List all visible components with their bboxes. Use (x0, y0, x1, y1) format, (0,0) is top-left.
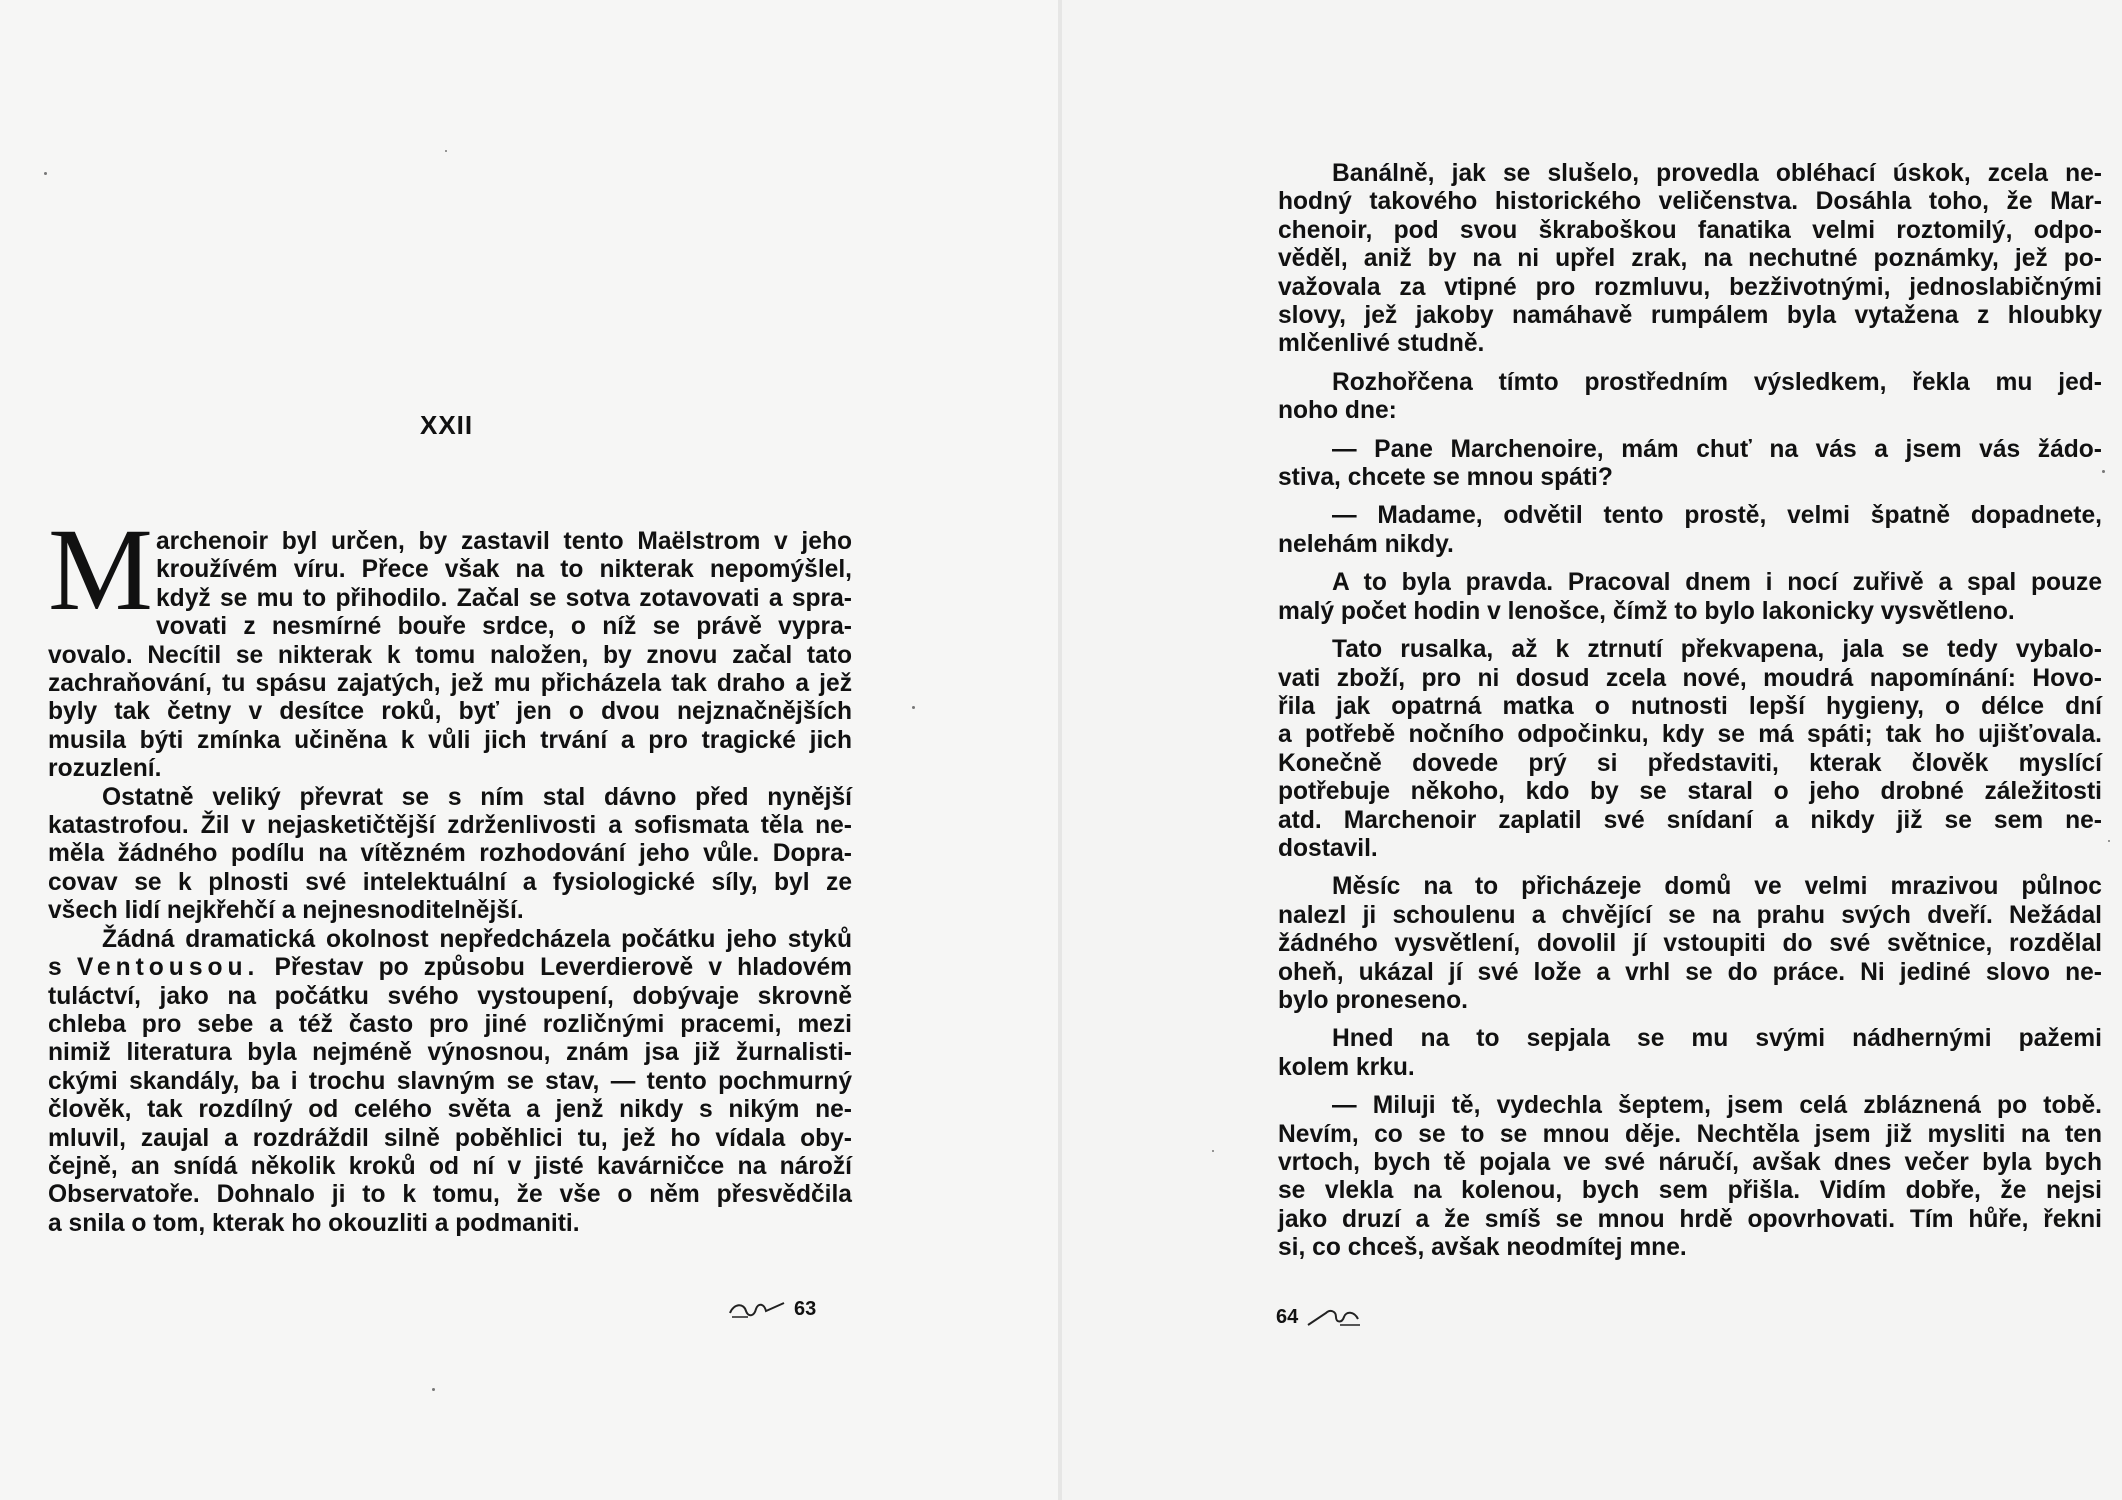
text-line: stiva, chcete se mnou spáti? (1278, 464, 1613, 492)
text-line: katastrofou. Žil v nejasketičtější zdrženlivosti a sofismata těla ne- (48, 812, 852, 840)
text-line: měla žádného podílu na vítězném rozhodování jeho vůle. Dopra- (48, 840, 852, 868)
text-fragment: s (48, 954, 77, 982)
text-line: vovati z nesmírné bouře srdce, o níž se právě vypra- (156, 613, 852, 641)
text-line: mluvil, zaujal a rozdráždil silně poběhlici tu, jež ho vídala oby- (48, 1124, 852, 1152)
text-line: Hned na to sepjala se mu svými nádhernými pažemi (1332, 1025, 2102, 1053)
text-line: covav se k plnosti své intelektuální a fysiologické síly, byl ze (48, 868, 852, 896)
text-line: si, co chceš, avšak neodmítej mne. (1278, 1234, 1687, 1262)
text-line: dostavil. (1278, 834, 1378, 862)
text-line: oheň, ukázal jí své lože a vrhl se do práce. Ni jediné slovo ne- (1278, 958, 2102, 986)
right-paragraph (1278, 569, 2102, 626)
right-paragraph (1278, 873, 2102, 1015)
text-line: chenoir, pod svou škraboškou fanatika velmi roztomilý, odpo- (1278, 216, 2102, 244)
chapter-heading: XXII (420, 410, 474, 440)
ornament-icon (728, 1299, 788, 1321)
text-line: musila býti zmínka učiněna k vůli jich trvání a pro tragické jich (48, 726, 852, 754)
text-line: vovalo. Necítil se nikterak k tomu naložen, by znovu začal tato (48, 641, 852, 669)
text-line: rozuzlení. (48, 755, 162, 783)
text-line: mlčenlivé studně. (1278, 330, 1485, 358)
text-line: a potřebě nočního odpočinku, kdy se má spáti; tak ho ujišťovala. (1278, 721, 2102, 749)
text-line: nimiž literatura byla nejméně výnosnou, znám jsa již žurnalisti- (48, 1039, 852, 1067)
text-line: Rozhořčena tímto prostředním výsledkem, řekla mu jed- (1332, 368, 2102, 396)
text-line: ckými skandály, ba i trochu slavným se stav, — tento pochmurný (48, 1067, 852, 1095)
text-fragment: Přestav po způsobu Leverdierově v hladovém (259, 954, 852, 982)
text-line: tuláctví, jako na počátku svého vystoupení, dobývaje skrovně (48, 982, 852, 1010)
text-line: zachraňování, tu spásu zajatých, jež mu přicházela tak draho a jež (48, 670, 852, 698)
text-line: Nevím, co se to se mnou děje. Nechtěla jsem již mysliti na ten (1278, 1120, 2102, 1148)
text-line: — Madame, odvětil tento prostě, velmi špatně dopadnete, (1332, 502, 2102, 530)
text-line: atd. Marchenoir zaplatil své snídaní a nikdy již se sem ne- (1278, 806, 2102, 834)
text-line: Konečně dovede prý si představiti, kterak člověk myslící (1278, 749, 2102, 777)
text-line: kroužívém víru. Přece však na to nikterak nepomýšlel, (156, 556, 852, 584)
text-line: nalezl ji schoulenu a chvějící se na prahu svých dveří. Nežádal (1278, 901, 2102, 929)
text-line: Observatoře. Dohnalo ji to k tomu, že vše o něm přesvědčila (48, 1181, 852, 1209)
text-line: žádného vysvětlení, dovolil jí vstoupiti do své světnice, rozdělal (1278, 930, 2102, 958)
paragraph-2 (48, 784, 852, 926)
text-line: čejně, an snídá několik kroků od ní v jisté kavárničce na nároží (48, 1152, 852, 1180)
text-line: a snila o tom, kterak ho okouzliti a podmaniti. (48, 1209, 580, 1237)
right-page (1062, 0, 2122, 1500)
spaced-name: Ventousou. (76, 954, 260, 982)
text-line: byly tak četny v desítce roků, byť jen o dvou nejznačnějších (48, 698, 852, 726)
text-line: slovy, jež jakoby namáhavě rumpálem byla vytažena z hloubky (1278, 302, 2102, 330)
text-line: hodný takového historického veličenstva. Dosáhla toho, že Mar- (1278, 188, 2102, 216)
page-number-left (728, 1298, 816, 1321)
text-line: — Miluji tě, vydechla šeptem, jsem celá zbláznená po tobě. (1332, 1092, 2102, 1120)
text-line: archenoir byl určen, by zastavil tento Maëlstrom v jeho (156, 528, 852, 555)
right-paragraph (1278, 636, 2102, 863)
text-line: Ostatně veliký převrat se s ním stal dávno před nynější (102, 783, 852, 811)
text-line: Žádná dramatická okolnost nepředcházela počátku jeho styků (102, 925, 852, 953)
text-line: vrtoch, bych tě pojala ve své náručí, avšak dnes večer byla bych (1278, 1149, 2102, 1176)
text-line: všech lidí nejkřehčí a nejnesnoditelnější. (48, 897, 524, 925)
text-line: A to byla pravda. Pracoval dnem i nocí zuřivě a spal pouze (1332, 569, 2102, 597)
right-paragraph (1278, 1025, 2102, 1082)
ornament-icon (1304, 1307, 1364, 1329)
drop-cap: M (48, 504, 153, 635)
page-number-right (1276, 1306, 1364, 1329)
folio-number: 63 (794, 1298, 817, 1320)
text-line: potřebuje někoho, kdo by se staral o jeho drobné záležitosti (1278, 778, 2102, 806)
text-line: — Pane Marchenoire, mám chuť na vás a jsem vás žádo- (1332, 435, 2102, 463)
text-line (48, 954, 852, 982)
text-line: chleba pro sebe a též často pro jiné rozličnými pracemi, mezi (48, 1010, 852, 1038)
right-paragraph (1278, 160, 2102, 359)
right-paragraph (1278, 369, 2102, 426)
left-page-text (48, 504, 852, 1238)
text-line: Měsíc na to přicházeje domů ve velmi mrazivou půlnoc (1332, 873, 2102, 901)
text-line: řila jak opatrná matka o nutnosti lepší hygieny, o délce dní (1278, 692, 2102, 720)
text-line: Banálně, jak se slušelo, provedla obléhací úskok, zcela ne- (1332, 160, 2102, 187)
text-line: nelehám nikdy. (1278, 530, 1454, 558)
right-paragraph (1278, 502, 2102, 559)
text-line: kolem krku. (1278, 1053, 1415, 1081)
right-paragraph (1278, 1092, 2102, 1262)
opening-paragraph (48, 504, 852, 784)
text-line: když se mu to přihodilo. Začal se sotva zotavovati a spra- (156, 584, 852, 612)
text-line: malý počet hodin v lenošce, čímž to bylo lakonicky vysvětleno. (1278, 597, 2015, 625)
paragraph-3 (48, 926, 852, 1238)
text-line: važovala za vtipné pro rozmluvu, bezživotnými, jednoslabičnými (1278, 273, 2102, 301)
text-line: člověk, tak rozdílný od celého světa a jenž nikdy s nikým ne- (48, 1096, 852, 1124)
text-line: bylo proneseno. (1278, 986, 1468, 1014)
text-line: noho dne: (1278, 397, 1397, 425)
right-paragraph (1278, 436, 2102, 493)
text-line: Tato rusalka, až k ztrnutí překvapena, jala se tedy vybalo- (1332, 636, 2102, 664)
text-line: se vlekla na kolenou, bych sem přišla. Vidím dobře, že nejsi (1278, 1177, 2102, 1205)
folio-number: 64 (1276, 1306, 1299, 1328)
left-page (0, 0, 1060, 1500)
text-line: jako druzí a že smíš se mnou hrdě opovrhovati. Tím hůře, řekni (1278, 1205, 2102, 1233)
right-page-text (1278, 160, 2102, 1273)
text-line: vati zboží, pro ni dosud zcela nové, moudrá napomínání: Hovo- (1278, 664, 2102, 692)
text-line: věděl, aniž by na ni upřel zrak, na nechutné poznámky, jež po- (1278, 245, 2102, 273)
